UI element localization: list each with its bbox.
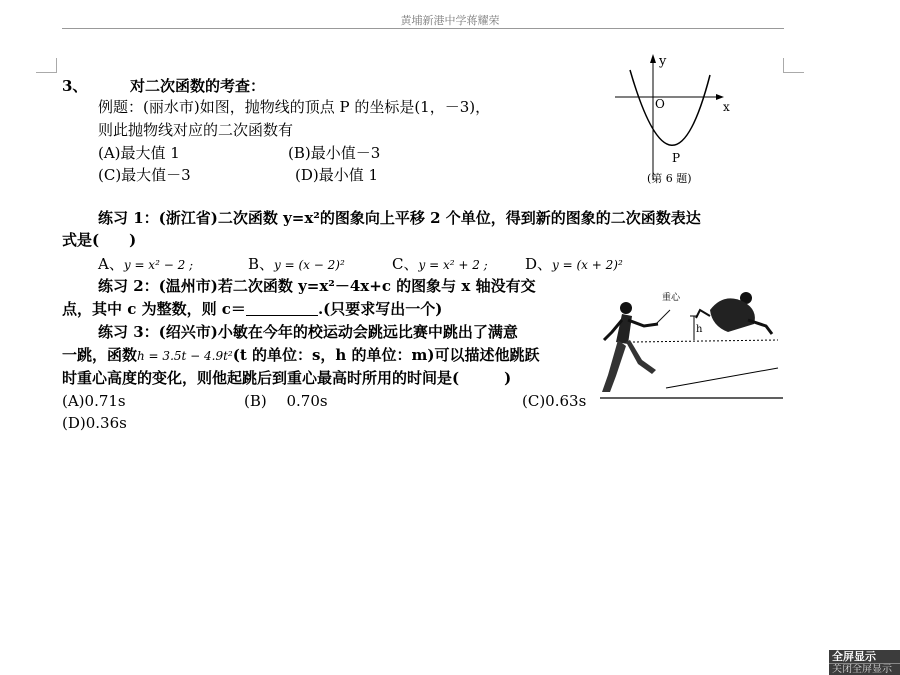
long-jump-figure <box>598 280 788 405</box>
option-label: C、 <box>392 255 419 273</box>
jump-formula: h = 3.5t − 4.9t² <box>137 349 233 363</box>
y-label: y <box>659 54 667 69</box>
vertex-label: P <box>672 151 681 165</box>
page-header: 黄埔新港中学蒋耀荣 <box>400 14 500 27</box>
parabola-figure <box>610 50 740 190</box>
margin-mark-right <box>783 58 804 73</box>
practice1-line-2: 式是( ) <box>62 231 137 249</box>
practice2-line-2: 点，其中 c 为整数，则 c＝ .(只要求写出一个) <box>62 300 443 318</box>
origin-label: O <box>655 97 665 111</box>
practice3-line-3: 时重心高度的变化，则他起跳后到重心最高时所用的时间是( ) <box>62 369 512 387</box>
formula: y = (x + 2)² <box>552 258 623 272</box>
x-label: x <box>723 100 730 114</box>
fullscreen-panel <box>829 650 900 675</box>
parabola-curve <box>630 70 710 145</box>
h-label: h <box>696 324 703 335</box>
center-of-mass-label: 重心 <box>662 293 681 303</box>
practice3-line-1: 练习 3：(绍兴市)小敏在今年的校运动会跳远比赛中跳出了满意 <box>98 323 518 341</box>
runner-silhouette <box>602 302 670 392</box>
example-option-d: (D)最小值 1 <box>295 166 379 184</box>
example-line-2: 则此抛物线对应的二次函数有 <box>98 121 294 139</box>
practice3-option-b: (B) 0.70s <box>244 392 328 410</box>
center-height-line <box>633 340 778 342</box>
practice1-option-a <box>98 254 193 275</box>
sand-pit-edge <box>666 368 778 388</box>
section-title: 对二次函数的考查： <box>130 77 266 95</box>
margin-mark-left <box>36 58 57 73</box>
figure-caption: (第 6 题) <box>647 172 692 185</box>
option-label: D、 <box>525 255 553 273</box>
answer-blank <box>246 301 318 316</box>
jumper-silhouette <box>696 292 772 334</box>
header-rule <box>62 28 784 29</box>
section-number: 3、 <box>62 77 88 95</box>
y-axis-arrow <box>650 54 656 63</box>
practice1-option-d <box>525 254 623 275</box>
fullscreen-button[interactable]: 全屏显示 <box>829 650 900 664</box>
example-option-b: (B)最小值－3 <box>288 144 381 162</box>
formula: y = x² − 2 ; <box>123 258 194 272</box>
practice3-option-c: (C)0.63s <box>522 392 587 410</box>
practice2-line-1: 练习 2：(温州市)若二次函数 y=x²－4x+c 的图象与 x 轴没有交 <box>98 277 536 295</box>
formula: y = x² + 2 ; <box>418 258 488 272</box>
option-label: B、 <box>248 255 275 273</box>
practice1-option-b <box>248 254 345 275</box>
option-label: A、 <box>98 255 124 273</box>
practice1-line-1: 练习 1：(浙江省)二次函数 y=x²的图象向上平移 2 个单位，得到新的图象的二次函数表达 <box>98 209 701 227</box>
example-option-a: (A)最大值 1 <box>98 144 180 162</box>
practice3-line-2: 一跳，函数h = 3.5t − 4.9t²(t 的单位：s，h 的单位：m)可以描述他跳跃 <box>62 346 540 364</box>
practice3-option-d: (D)0.36s <box>62 414 127 432</box>
example-line-1: 例题：(丽水市)如图，抛物线的顶点 P 的坐标是(1，－3)， <box>98 98 491 116</box>
practice1-option-c <box>392 254 488 275</box>
exit-fullscreen-button[interactable]: 关闭全屏显示 <box>832 664 892 675</box>
formula: y = (x − 2)² <box>274 258 345 272</box>
practice3-option-a: (A)0.71s <box>62 392 126 410</box>
example-option-c: (C)最大值－3 <box>98 166 191 184</box>
